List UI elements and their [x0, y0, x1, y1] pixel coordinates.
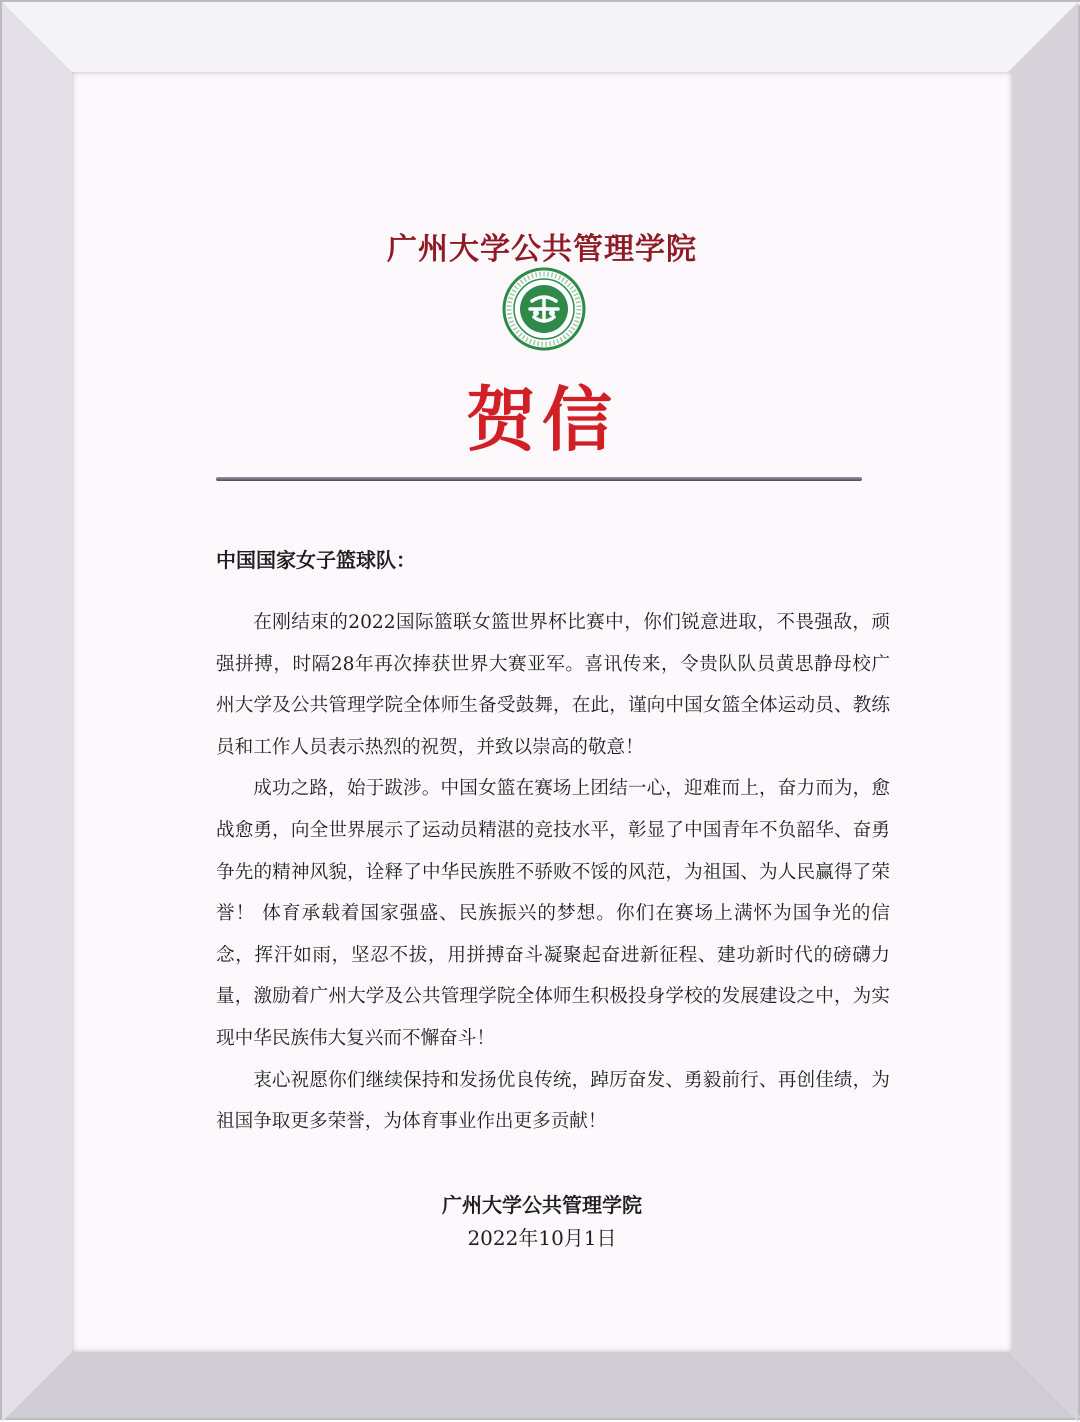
letter-paper: [72, 72, 1012, 1352]
organization-title: 广州大学公共管理学院: [387, 232, 697, 267]
letter-title: 贺信: [466, 379, 618, 461]
letter-date: 2022年10月1日: [467, 1226, 617, 1250]
frame-bevel-bottom: [2, 1348, 1080, 1418]
salutation: 中国国家女子篮球队：: [216, 548, 416, 572]
frame-bevel-top: [2, 2, 1080, 72]
frame-bevel-left: [2, 2, 72, 1422]
signature: 广州大学公共管理学院: [442, 1193, 642, 1217]
frame-bevel-right: [1008, 2, 1078, 1422]
university-seal-icon: [502, 267, 586, 351]
paragraph-3: 衷心祝愿你们继续保持和发扬优良传统，踔厉奋发、勇毅前行、再创佳绩，为祖国争取更多荣誉，为体育事业作出更多贡献！: [216, 1069, 890, 1133]
paragraph-1: 在刚结束的2022国际篮联女篮世界杯比赛中，你们锐意进取，不畏强敌，顽强拼搏，时隔28年再次捧获世界大赛亚军。喜讯传来，令贵队队员黄思静母校广州大学及公共管理学院全体师生备受鼓舞，在此，谨向中国女篮全体运动员、教练员和工作人员表示热烈的祝贺，并致以崇高的敬意！: [216, 612, 890, 758]
title-divider: [216, 477, 862, 481]
letter-body: [216, 602, 890, 1143]
paragraph-2: 成功之路，始于跋涉。中国女篮在赛场上团结一心，迎难而上，奋力而为，愈战愈勇，向全世界展示了运动员精湛的竞技水平，彰显了中国青年不负韶华、奋勇争先的精神风貌，诠释了中华民族胜不骄败不馁的风范，为祖国、为人民赢得了荣誉！ 体育承载着国家强盛、民族振兴的梦想。你们在赛场上满怀为国争光的信念，挥汗如雨，坚忍不拔，用拼搏奋斗凝聚起奋进新征程、建功新时代的磅礴力量，激励着广州大学及公共管理学院全体师生积极投身学校的发展建设之中，为实现中华民族伟大复兴而不懈奋斗！: [216, 778, 890, 1049]
